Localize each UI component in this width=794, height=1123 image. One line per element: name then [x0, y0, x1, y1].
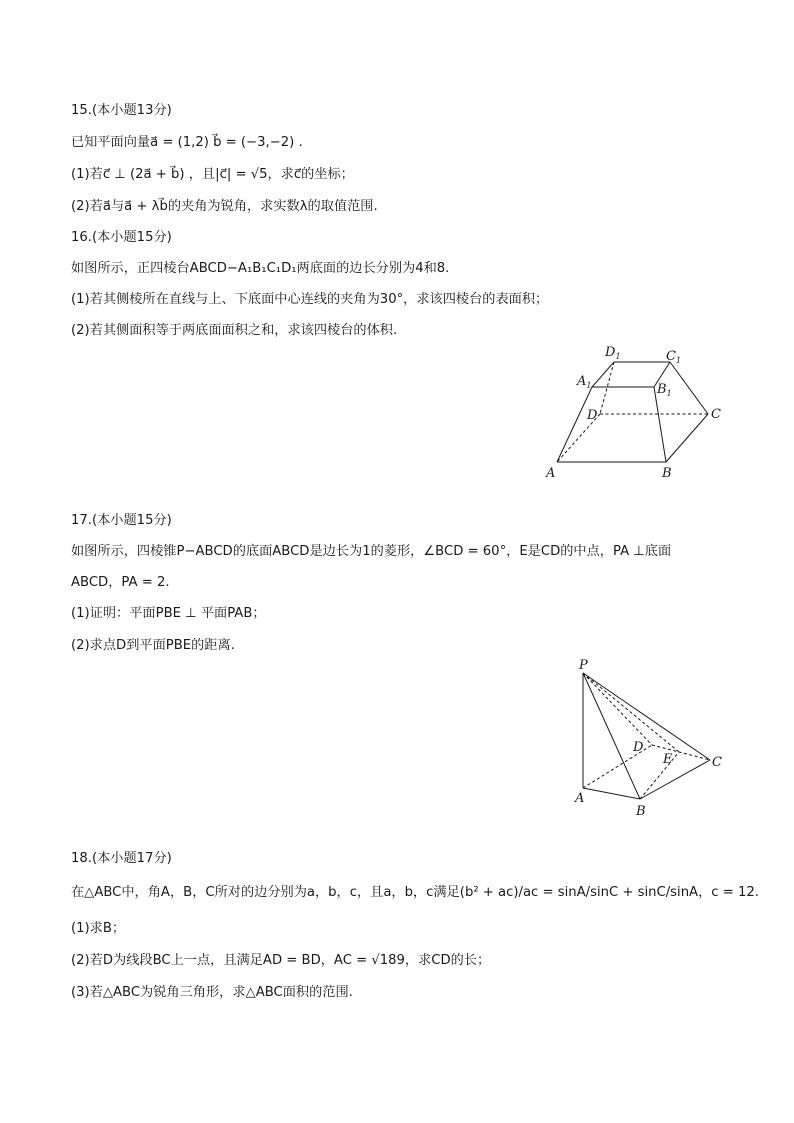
label-c1-sub: 1 [675, 356, 682, 365]
q17-stem-line1: 如图所示，四棱锥P−ABCD的底面ABCD是边长为1的菱形，∠BCD = 60°，E是CD的中点，PA ⊥底面 [71, 544, 672, 559]
label-d1-sub: 1 [615, 352, 621, 361]
q18-part3: (3)若△ABC为锐角三角形，求△ABC面积的范围. [71, 985, 353, 1000]
svg-text:D1 [604, 345, 621, 361]
q17-header: 17.(本小题15分) [71, 513, 172, 528]
label-b1: B [657, 382, 667, 397]
q18-part2: (2)若D为线段BC上一点，且满足AD = BD，AC = √189，求CD的长； [71, 953, 491, 968]
label-c: C [711, 407, 721, 422]
label-b: B [662, 466, 672, 481]
q18-header: 18.(本小题17分) [71, 851, 172, 866]
q18-stem: 在△ABC中，角A，B，C所对的边分别为a，b，c，且a，b，c满足(b² + ac)/ac = sinA/sinC + sinC/sinA，c = 12. [71, 885, 759, 900]
label-c1: C [666, 349, 676, 364]
edge-pd-hidden [583, 673, 652, 745]
q17-part2: (2)求点D到平面PBE的距离. [71, 638, 235, 653]
q16-stem: 如图所示，正四棱台ABCD−A₁B₁C₁D₁两底面的边长分别为4和8. [71, 261, 450, 276]
q17-stem-line2: ABCD，PA = 2. [71, 575, 170, 590]
q17-part1: (1)证明：平面PBE ⊥ 平面PAB； [71, 606, 266, 621]
q15-part1: (1)若c⃗ ⊥ (2a⃗ + b⃗) ，且|c⃗| = √5，求c⃗的坐标； [71, 167, 354, 182]
edge-bc [640, 760, 710, 799]
frustum-figure [540, 340, 730, 485]
label-a1-sub: 1 [586, 381, 592, 390]
edge-dc-hidden [652, 745, 710, 760]
label-d: D [587, 408, 598, 423]
label-a: A [546, 466, 556, 481]
label-c: C [712, 755, 722, 770]
label-d: D [633, 740, 644, 755]
svg-text:B1 [656, 382, 672, 398]
edge-pc [583, 673, 710, 760]
label-a: A [575, 791, 585, 806]
edge-pb [583, 673, 640, 799]
edge-b1b [654, 387, 666, 462]
q18-part1: (1)求B； [71, 921, 126, 936]
q16-part1: (1)若其侧棱所在直线与上、下底面中心连线的夹角为30°，求该四棱台的表面积； [71, 292, 549, 307]
q15-part2: (2)若a⃗与a⃗ + λb⃗的夹角为锐角，求实数λ的取值范围. [71, 199, 378, 214]
label-a1: A [577, 374, 587, 389]
label-p: P [579, 658, 588, 673]
pyramid-figure [565, 655, 735, 820]
edge-be-hidden [640, 752, 679, 799]
edge-pe-hidden [583, 673, 679, 752]
svg-text:C1 [666, 349, 681, 365]
q16-part2: (2)若其侧面积等于两底面面积之和，求该四棱台的体积. [71, 323, 398, 338]
svg-text:A1 [576, 374, 591, 390]
edge-a1a [557, 387, 592, 462]
label-b: B [636, 804, 646, 819]
edge-ab [583, 788, 640, 799]
label-d1: D [605, 345, 616, 360]
q15-stem: 已知平面向量a⃗ = (1,2) b⃗ = (−3,−2) . [71, 135, 303, 150]
q16-header: 16.(本小题15分) [71, 230, 172, 245]
label-b1-sub: 1 [666, 389, 672, 398]
label-e: E [663, 752, 673, 767]
q15-header: 15.(本小题13分) [71, 103, 172, 118]
edge-c1c [670, 362, 708, 414]
edge-bc [666, 414, 708, 462]
